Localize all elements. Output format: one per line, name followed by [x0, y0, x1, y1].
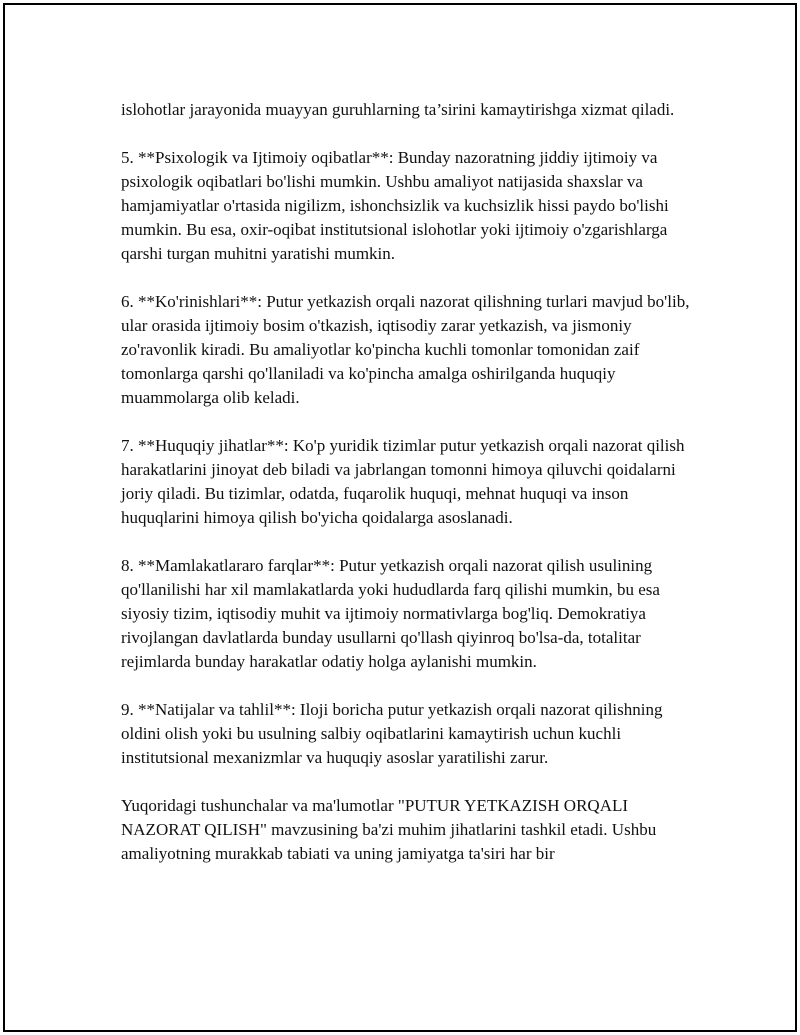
paragraph-conclusion: Yuqoridagi tushunchalar va ma'lumotlar "PUTUR YETKAZISH ORQALI NAZORAT QILISH" mavzusining ba'zi muhim jihatlarini tashkil etadi. Ushbu amaliyotning murakkab tabiati va uning jamiyatga ta'siri har bir	[121, 796, 657, 863]
paragraph-psychological-social-consequences: 5. **Psixologik va Ijtimoiy oqibatlar**: Bunday nazoratning jiddiy ijtimoiy va psixologik oqibatlari bo'lishi mumkin. Ushbu amaliyot natijasida shaxslar va hamjamiyatlar o'rtasida nigilizm, ishonchsizlik va kuchsizlik hissi paydo bo'lishi mumkin. Bu esa, oxir-oqibat institutsional islohotlar yoki ijtimoiy o'zgarishlarga qarshi turgan muhitni yaratishi mumkin.	[121, 148, 669, 263]
paragraph-manifestations: 6. **Ko'rinishlari**: Putur yetkazish orqali nazorat qilishning turlari mavjud bo'lib, ular orasida ijtimoiy bosim o'tkazish, iqtisodiy zarar yetkazish, va jismoniy zo'ravonlik kiradi. Bu amaliyotlar ko'pincha kuchli tomonlar tomonidan zaif tomonlarga qarshi qo'llaniladi va ko'pincha amalga oshirilganda huquqiy muammolarga olib keladi.	[121, 292, 690, 407]
page-frame	[3, 3, 797, 1032]
paragraph-cross-country-differences: 8. **Mamlakatlararo farqlar**: Putur yetkazish orqali nazorat qilish usulining qo'llanilishi har xil mamlakatlarda yoki hududlarda farq qilishi mumkin, bu esa siyosiy tizim, iqtisodiy muhit va ijtimoiy normativlarga bog'liq. Demokratiya rivojlangan davlatlarda bunday usullarni qo'llash qiyinroq bo'lsa-da, totalitar rejimlarda bunday harakatlar odatiy holga aylanishi mumkin.	[121, 556, 660, 671]
paragraph-legal-aspects: 7. **Huquqiy jihatlar**: Ko'p yuridik tizimlar putur yetkazish orqali nazorat qilish harakatlarini jinoyat deb biladi va jabrlangan tomonni himoya qiluvchi qoidalarni joriy qiladi. Bu tizimlar, odatda, fuqarolik huquqi, mehnat huquqi va inson huquqlarini himoya qilish bo'yicha qoidalarga asoslanadi.	[121, 436, 685, 527]
paragraph-results-analysis: 9. **Natijalar va tahlil**: Iloji boricha putur yetkazish orqali nazorat qilishning oldini olish yoki bu usulning salbiy oqibatlarini kamaytirish uchun kuchli institutsional mexanizmlar va huquqiy asoslar yaratilishi zarur.	[121, 700, 663, 767]
paragraph-intro-continuation: islohotlar jarayonida muayyan guruhlarning ta’sirini kamaytirishga xizmat qiladi.	[121, 100, 675, 119]
document-body	[121, 98, 701, 866]
